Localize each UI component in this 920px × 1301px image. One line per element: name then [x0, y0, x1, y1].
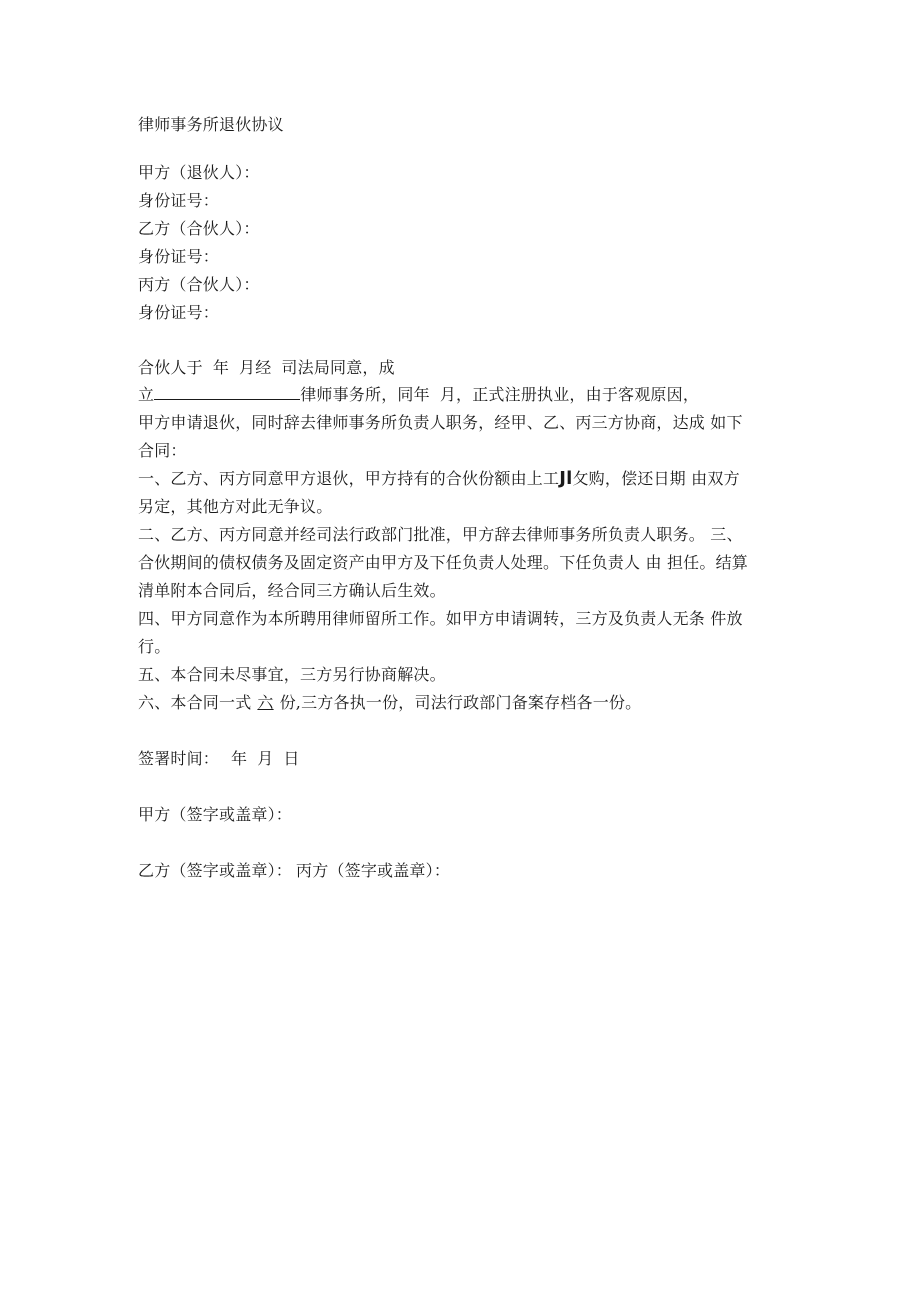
- copies-count: 六: [257, 693, 274, 712]
- clause-text: 一、乙方、丙方同意甲方退伙，甲方持有的合伙份额由上工: [138, 469, 560, 488]
- firm-name-blank: [154, 385, 300, 400]
- clause-4-line-1: 四、甲方同意作为本所聘用律师留所工作。如甲方申请调转，三方及负责人无条 件放: [138, 609, 743, 628]
- party-c-line: 丙方（合伙人）：: [138, 275, 260, 294]
- intro-text: 合伙人于: [138, 358, 203, 377]
- party-a-id-line: 身份证号：: [138, 191, 220, 210]
- clause-text: 份,三方各执一份，司法行政部门备案存档各一份。: [279, 693, 642, 712]
- intro-text: 月经: [239, 358, 272, 377]
- clause-4-line-2: 行。: [138, 637, 171, 656]
- clause-2-line-1: 二、乙方、丙方同意并经司法行政部门批准，甲方辞去律师事务所负责人职务。 三、: [138, 525, 743, 544]
- intro-text: 立: [138, 385, 155, 404]
- intro-line-3: 甲方申请退伙，同时辞去律师事务所负责人职务，经甲、乙、丙三方协商，达成 如下: [138, 413, 743, 432]
- party-c-id-line: 身份证号：: [138, 303, 220, 322]
- signing-year: 年: [231, 749, 248, 768]
- intro-text: 司法局同意，成: [281, 358, 395, 377]
- party-b-id-line: 身份证号：: [138, 247, 220, 266]
- signing-time-line: [138, 749, 300, 769]
- intro-text: 年: [212, 358, 230, 377]
- clause-5-line-1: 五、本合同未尽事宜，三方另行协商解决。: [138, 665, 446, 684]
- clause-6-line-1: [138, 693, 641, 713]
- intro-line-1: [138, 358, 395, 378]
- clause-1-line-1: [138, 469, 740, 489]
- document-title: 律师事务所退伙协议: [138, 115, 284, 134]
- party-c-signature: 丙方（签字或盖章）：: [296, 861, 451, 880]
- intro-line-2: [138, 385, 699, 405]
- clause-3-line-2: 清单附本合同后，经合同三方确认后生效。: [138, 581, 446, 600]
- clause-3-line-1: 合伙期间的债权债务及固定资产由甲方及下任负责人处理。下任负责人 由 担任。结算: [138, 553, 748, 572]
- intro-text: 月，正式注册执业，由于客观原因，: [439, 385, 700, 404]
- intro-text: 律师事务所，同年: [300, 385, 430, 404]
- signing-time-label: 签署时间：: [138, 749, 220, 768]
- party-b-signature: 乙方（签字或盖章）：: [138, 861, 293, 880]
- signing-month: 月: [257, 749, 274, 768]
- party-a-line: 甲方（退伙人）：: [138, 163, 260, 182]
- clause-1-line-2: 另定，其他方对此无争议。: [138, 497, 333, 516]
- clause-text: Jl: [559, 468, 573, 489]
- clause-text: 攵购，偿还日期 由双方: [572, 469, 740, 488]
- intro-line-4: 合同：: [138, 441, 187, 460]
- party-a-signature-line: 甲方（签字或盖章）：: [138, 805, 293, 824]
- party-b-line: 乙方（合伙人）：: [138, 219, 260, 238]
- party-bc-signature-line: [138, 861, 450, 881]
- clause-text: 六、本合同一式: [138, 693, 252, 712]
- signing-day: 日: [283, 749, 300, 768]
